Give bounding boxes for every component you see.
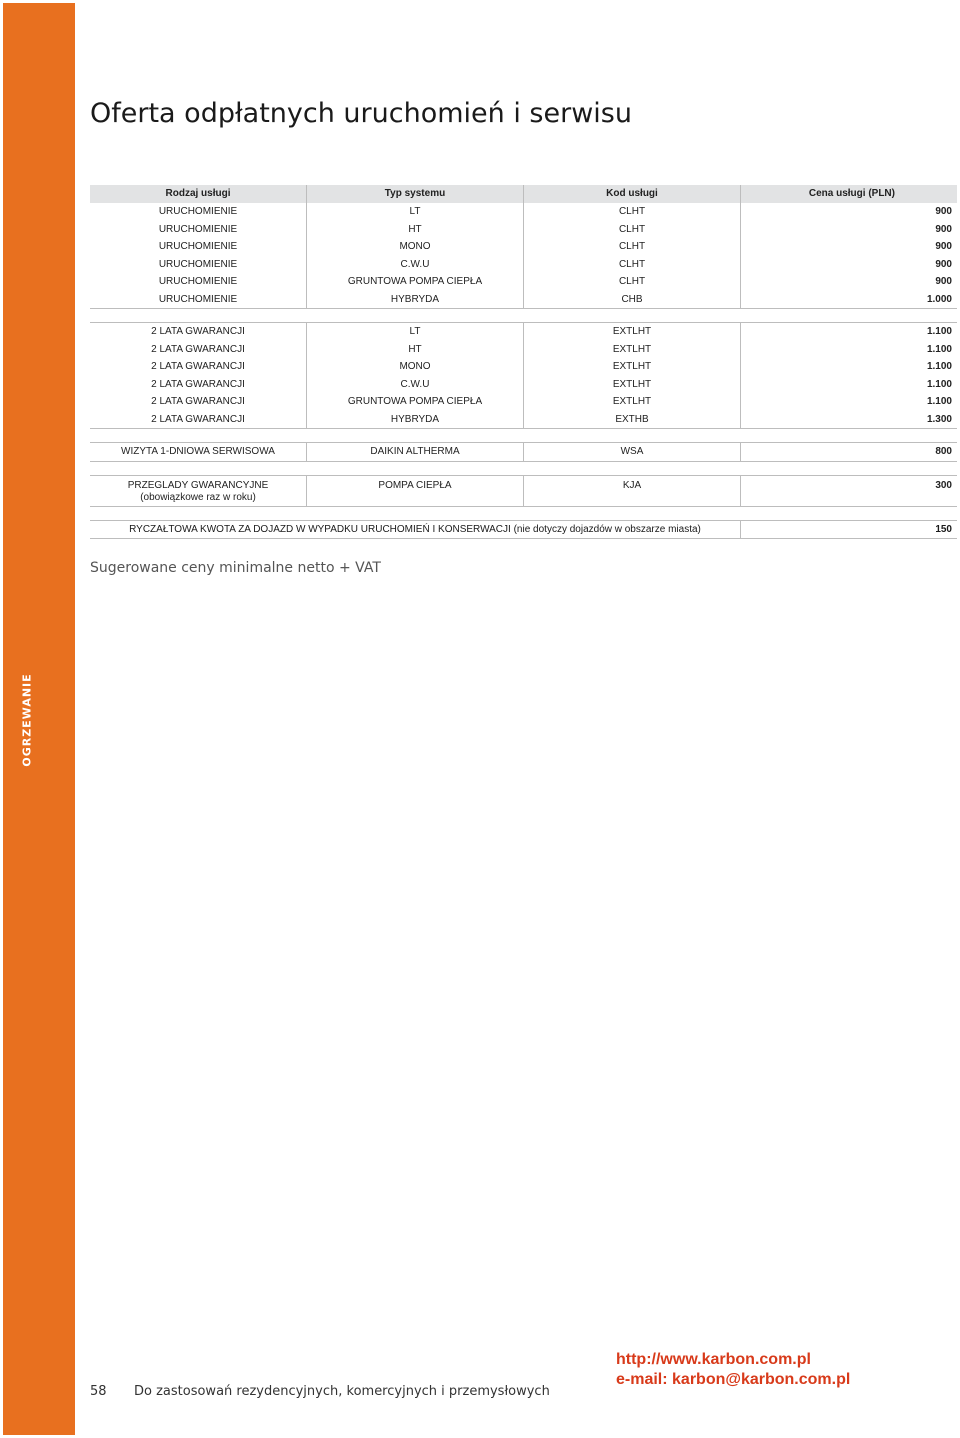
cell-service-type: URUCHOMIENIE — [158, 206, 238, 217]
cell-system-type: DAIKIN ALTHERMA — [306, 443, 523, 461]
cell-service-type — [90, 476, 306, 506]
cell-price: 1.100 — [740, 358, 957, 376]
inspection-group — [90, 475, 957, 507]
cell-system-type: LT — [306, 203, 523, 221]
cell-system-type: HT — [306, 221, 523, 239]
cell-system-type: MONO — [306, 358, 523, 376]
cell-price: 1.100 — [740, 376, 957, 394]
cell-system-type: GRUNTOWA POMPA CIEPŁA — [306, 273, 523, 291]
cell-price: 900 — [740, 273, 957, 291]
cell-service-code: CLHT — [523, 273, 740, 291]
cell-service-type: WIZYTA 1-DNIOWA SERWISOWA — [121, 446, 275, 457]
cell-service-type: 2 LATA GWARANCJI — [151, 343, 245, 355]
cell-service-code: KJA — [523, 476, 740, 506]
cell-service-type: 2 LATA GWARANCJI — [151, 378, 245, 390]
orange-side-bar — [3, 3, 75, 1435]
travel-fee-price: 150 — [740, 521, 957, 538]
table-row — [90, 393, 957, 411]
cell-price: 1.300 — [740, 411, 957, 429]
cell-system-type: HYBRYDA — [306, 291, 523, 309]
cell-service-type: URUCHOMIENIE — [158, 241, 238, 252]
table-row — [90, 203, 957, 221]
page-number: 58 — [90, 1384, 107, 1399]
table-row — [90, 291, 957, 309]
startup-group — [90, 203, 957, 309]
cell-service-code: CLHT — [523, 221, 740, 239]
cell-service-type: URUCHOMIENIE — [158, 276, 238, 287]
table-row — [90, 273, 957, 291]
cell-service-code: EXTLHT — [523, 358, 740, 376]
cell-price: 900 — [740, 256, 957, 274]
cell-system-type: HYBRYDA — [306, 411, 523, 429]
header-service-price: Cena usługi (PLN) — [740, 185, 957, 203]
cell-service-type: URUCHOMIENIE — [158, 223, 238, 235]
cell-price: 800 — [740, 443, 957, 461]
table-row — [90, 443, 957, 461]
website-link[interactable]: http://www.karbon.com.pl — [616, 1351, 811, 1368]
page-title: Oferta odpłatnych uruchomień i serwisu — [90, 98, 632, 129]
header-system-type: Typ systemu — [306, 185, 523, 203]
price-table — [90, 185, 957, 539]
warranty-group — [90, 322, 957, 429]
table-row — [90, 323, 957, 341]
table-row — [90, 238, 957, 256]
cell-service-type: 2 LATA GWARANCJI — [151, 413, 245, 425]
cell-price: 1.100 — [740, 393, 957, 411]
cell-service-type: URUCHOMIENIE — [158, 293, 238, 305]
cell-service-type: URUCHOMIENIE — [158, 258, 238, 270]
table-row — [90, 221, 957, 239]
cell-service-code: EXTLHT — [523, 323, 740, 341]
header-service-type: Rodzaj usługi — [90, 185, 306, 203]
email-link[interactable]: e-mail: karbon@karbon.com.pl — [616, 1371, 851, 1388]
cell-service-code: WSA — [523, 443, 740, 461]
header-service-code: Kod usługi — [523, 185, 740, 203]
cell-system-type: C.W.U — [306, 256, 523, 274]
cell-service-code: EXTLHT — [523, 393, 740, 411]
cell-price: 1.100 — [740, 341, 957, 359]
table-row — [90, 476, 957, 506]
cell-system-type: HT — [306, 341, 523, 359]
cell-system-type: MONO — [306, 238, 523, 256]
cell-service-code: CHB — [523, 291, 740, 309]
price-note: Sugerowane ceny minimalne netto + VAT — [90, 560, 381, 576]
cell-price: 300 — [740, 476, 957, 506]
side-section-label: OGRZEWANIE — [20, 673, 34, 767]
table-row — [90, 358, 957, 376]
cell-system-type: LT — [306, 323, 523, 341]
cell-service-type: 2 LATA GWARANCJI — [151, 361, 245, 372]
cell-service-type: 2 LATA GWARANCJI — [151, 326, 245, 337]
cell-price: 900 — [740, 221, 957, 239]
cell-service-code: EXTHB — [523, 411, 740, 429]
table-row — [90, 256, 957, 274]
cell-system-type: GRUNTOWA POMPA CIEPŁA — [306, 393, 523, 411]
inspection-type-line1: PRZEGLADY GWARANCYJNE — [127, 479, 269, 491]
table-row — [90, 411, 957, 429]
travel-fee-text: RYCZAŁTOWA KWOTA ZA DOJAZD W WYPADKU URUCHOMIEŃ I KONSERWACJI (nie dotyczy dojazdów w obszarze miasta) — [129, 523, 701, 535]
table-row — [90, 341, 957, 359]
cell-system-type: POMPA CIEPŁA — [306, 476, 523, 506]
cell-service-code: CLHT — [523, 256, 740, 274]
service-visit-group — [90, 442, 957, 462]
cell-service-code: CLHT — [523, 238, 740, 256]
footer-text: Do zastosowań rezydencyjnych, komercyjnych i przemysłowych — [134, 1384, 550, 1399]
cell-system-type: C.W.U — [306, 376, 523, 394]
cell-price: 900 — [740, 238, 957, 256]
cell-price: 900 — [740, 203, 957, 221]
table-header-row — [90, 185, 957, 203]
cell-price: 1.100 — [740, 323, 957, 341]
inspection-type-line2: (obowiązkowe raz w roku) — [140, 491, 256, 503]
cell-price: 1.000 — [740, 291, 957, 309]
travel-fee-row — [90, 520, 957, 539]
cell-service-code: CLHT — [523, 203, 740, 221]
cell-service-code: EXTLHT — [523, 341, 740, 359]
cell-service-type: 2 LATA GWARANCJI — [151, 396, 245, 407]
table-row — [90, 376, 957, 394]
cell-service-code: EXTLHT — [523, 376, 740, 394]
